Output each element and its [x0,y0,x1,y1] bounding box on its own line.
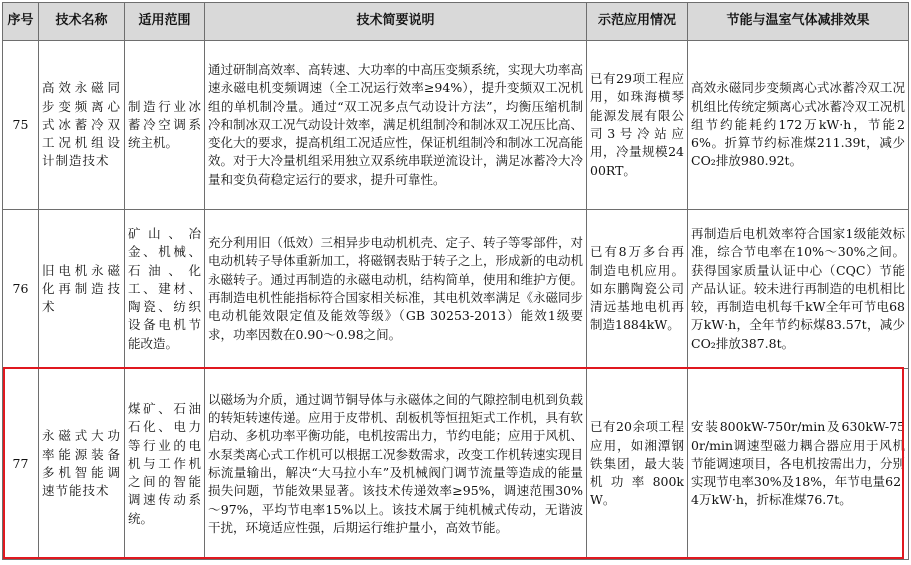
row-index: 77 [3,369,39,560]
row-demo: 已有20余项工程应用，如湘潭钢铁集团，最大装机功率800kW。 [587,369,688,560]
header-row [3,3,909,41]
row-tech-name: 旧电机永磁化再制造技术 [39,210,125,369]
row-demo: 已有29项工程应用，如珠海横琴能源发展有限公司3号冷站应用，冷量规模2400RT。 [587,41,688,210]
row-effect: 再制造后电机效率符合国家1级能效标准，综合节电率在10%～30%之间。获得国家质量认证中心（CQC）节能产品认证。较未进行再制造的电机相比较，再制造电机每千kW全年可节电68万kW·h，全年节约标煤83.57t，减少CO₂排放387.8t。 [688,210,909,369]
row-effect: 高效永磁同步变频离心式冰蓄冷双工况机组比传统定频离心式冰蓄冷双工况机组节约能耗约172万kW·h，节能26%。折算节约标准煤211.39t，减少CO₂排放980.92t。 [688,41,909,210]
technology-table [2,2,909,560]
row-demo: 已有8万多台再制造电机应用。如东鹏陶瓷公司清远基地电机再制造1884kW。 [587,210,688,369]
row-index: 76 [3,210,39,369]
header-effect: 节能与温室气体减排效果 [688,3,909,41]
row-tech-name: 永磁式大功率能源装备多机智能调速节能技术 [39,369,125,560]
table-row [3,41,909,210]
header-tech-name: 技术名称 [39,3,125,41]
table-row [3,210,909,369]
row-effect: 安装800kW-750r/min及630kW-750r/min调速型磁力耦合器应用于风机节能调速项目，各电机按需出力，分别实现节电率30%及18%，年节电量62.4万kW·h，折标准煤76.7t。 [688,369,909,560]
row-scope: 煤矿、石油石化、电力等行业的电机与工作机之间的智能调速传动系统。 [125,369,205,560]
row-index: 75 [3,41,39,210]
row-scope: 制造行业冰蓄冷空调系统主机。 [125,41,205,210]
row-description: 充分利用旧（低效）三相异步电动机机壳、定子、转子等零部件，对电动机转子导体重新加工，将磁钢表贴于转子之上，形成新的电动机永磁转子。通过再制造的永磁电动机，结构简单，使用和维护方便。再制造电机性能指标符合国家相关标准，其电机效率满足《永磁同步电动机能效限定值及能效等级》（GB 30253-2013）能效1级要求，功率因数在0.90～0.98之间。 [205,210,587,369]
row-description: 通过研制高效率、高转速、大功率的中高压变频系统，实现大功率高速永磁电机变频调速（全工况运行效率≥94%），提升变频双工况机组的单机制冷量。通过“双工况多点气动设计方法”，均衡压缩机制冷和制冰双工况气动设计效率，满足机组制冷和制冰双工况压比高、变化大的要求，提高机组工况适应性，保证机组制冷和制冰工况高能效。对于大冷量机组采用独立双系统串联逆流设计，满足冰蓄冷大冷量和变负荷稳定运行的要求，提升可靠性。 [205,41,587,210]
header-scope: 适用范围 [125,3,205,41]
row-description: 以磁场为介质，通过调节铜导体与永磁体之间的气隙控制电机到负载的转矩转速传递。应用于皮带机、刮板机等恒扭矩式工作机，具有软启动、多机功率平衡功能，电机按需出力，节约电能；应用于风机、水泵类离心式工作机可以根据工况参数需求，改变工作机转速实现目标流量输出，解决“大马拉小车”及机械阀门调节流量等造成的能量损失问题，节能效果显著。该技术传递效率≥95%，调速范围30%～97%，平均节电率15%以上。该技术属于纯机械式传动，无谐波干扰，环境适应性强，后期运行维护量小，高效节能。 [205,369,587,560]
header-description: 技术简要说明 [205,3,587,41]
row-scope: 矿山、冶金、机械、石油、化工、建材、陶瓷、纺织设备电机节能改造。 [125,210,205,369]
table-row [3,369,909,560]
header-index: 序号 [3,3,39,41]
header-demo: 示范应用情况 [587,3,688,41]
row-tech-name: 高效永磁同步变频离心式冰蓄冷双工况机组设计制造技术 [39,41,125,210]
